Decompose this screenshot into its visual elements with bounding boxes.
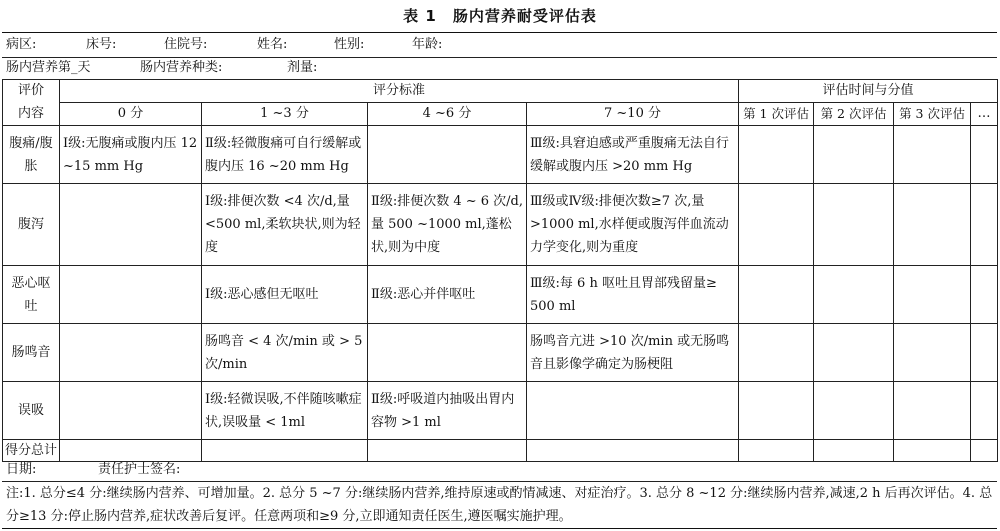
gender-label: 性别:: [334, 37, 365, 52]
item-cell: 肠鸣音: [3, 324, 60, 382]
score-1-3-header: 1 ~3 分: [202, 103, 368, 126]
admission-no-label: 住院号:: [164, 37, 208, 52]
item-cell: 腹泻: [3, 184, 60, 266]
eval-time-header: 评估时间与分值: [739, 80, 998, 103]
eval-3-cell[interactable]: [894, 184, 971, 266]
subheader-row: [3, 103, 998, 126]
eval-2-header: 第 2 次评估: [814, 103, 894, 126]
patient-info-row: [6, 35, 442, 55]
score-0-cell: [60, 184, 202, 266]
score-1-3-cell: 肠鸣音 < 4 次/min 或 > 5 次/min: [202, 324, 368, 382]
eval-3-cell[interactable]: [894, 266, 971, 324]
score-7-10-header: 7 ~10 分: [527, 103, 739, 126]
score-0-cell: [60, 382, 202, 440]
eval-1-cell[interactable]: [739, 382, 814, 440]
eval-3-cell[interactable]: [894, 126, 971, 184]
score-1-3-cell: Ⅰ级:排便次数 <4 次/d,量 <500 ml,柔软块状,则为轻度: [202, 184, 368, 266]
assessment-table: [2, 79, 998, 462]
eval-2-cell[interactable]: [814, 382, 894, 440]
score-4-6-cell: [368, 126, 527, 184]
table-row: [3, 382, 998, 440]
signature-row: [6, 459, 180, 481]
bed-label: 床号:: [86, 37, 117, 52]
ward-label: 病区:: [6, 37, 37, 52]
total-label: 得分总计: [3, 440, 60, 462]
header-row: [3, 80, 998, 103]
item-cell: 误吸: [3, 382, 60, 440]
item-cell: 恶心呕吐: [3, 266, 60, 324]
nutrition-type-label: 肠内营养种类:: [140, 60, 223, 75]
eval-2-cell[interactable]: [814, 324, 894, 382]
eval-more-cell[interactable]: [971, 266, 998, 324]
eval-2-cell[interactable]: [814, 266, 894, 324]
date-label: 日期:: [6, 462, 37, 477]
score-0-cell: [60, 324, 202, 382]
score-4-6-cell: [368, 324, 527, 382]
eval-more-cell[interactable]: [971, 184, 998, 266]
score-0-cell: Ⅰ级:无腹痛或腹内压 12 ~15 mm Hg: [60, 126, 202, 184]
eval-1-cell[interactable]: [739, 184, 814, 266]
total-eval-2-cell[interactable]: [814, 440, 894, 462]
eval-more-cell[interactable]: [971, 324, 998, 382]
item-cell: 腹痛/腹胀: [3, 126, 60, 184]
score-7-10-cell: Ⅲ级:具窘迫感或严重腹痛无法自行缓解或腹内压 >20 mm Hg: [527, 126, 739, 184]
table-row: [3, 126, 998, 184]
total-eval-1-cell[interactable]: [739, 440, 814, 462]
age-label: 年龄:: [412, 37, 443, 52]
eval-1-header: 第 1 次评估: [739, 103, 814, 126]
nurse-signature-label: 责任护士签名:: [98, 462, 181, 477]
score-1-3-cell: Ⅰ级:轻微误吸,不伴随咳嗽症状,误吸量 < 1ml: [202, 382, 368, 440]
eval-more-cell[interactable]: [971, 126, 998, 184]
table-row: [3, 184, 998, 266]
name-label: 姓名:: [257, 37, 288, 52]
score-7-10-cell: Ⅲ级或Ⅳ级:排便次数≥7 次,量 >1000 ml,水样便或腹泻伴血流动力学变化,则为重度: [527, 184, 739, 266]
score-4-6-cell: Ⅱ级:呼吸道内抽吸出胃内容物 >1 ml: [368, 382, 527, 440]
item-header-bottom: 内容: [3, 103, 60, 126]
eval-3-header: 第 3 次评估: [894, 103, 971, 126]
score-4-6-cell: Ⅱ级:排便次数 4 ~ 6 次/d,量 500 ~1000 ml,蓬松状,则为中度: [368, 184, 527, 266]
score-1-3-cell: Ⅰ级:恶心感但无呕吐: [202, 266, 368, 324]
score-0-cell: [60, 266, 202, 324]
eval-2-cell[interactable]: [814, 126, 894, 184]
score-4-6-cell: Ⅱ级:恶心并伴呕吐: [368, 266, 527, 324]
eval-1-cell[interactable]: [739, 266, 814, 324]
score-1-3-cell: Ⅱ级:轻微腹痛可自行缓解或腹内压 16 ~20 mm Hg: [202, 126, 368, 184]
eval-1-cell[interactable]: [739, 324, 814, 382]
item-header-top: 评价: [3, 80, 60, 103]
table-row: [3, 266, 998, 324]
score-7-10-cell: 肠鸣音亢进 >10 次/min 或无肠鸣音且影像学确定为肠梗阻: [527, 324, 739, 382]
eval-1-cell[interactable]: [739, 126, 814, 184]
total-eval-3-cell[interactable]: [894, 440, 971, 462]
dose-label: 剂量:: [287, 60, 318, 75]
nutrition-info-row: [6, 58, 317, 78]
scoring-note: 注:1. 总分≤4 分:继续肠内营养、可增加量。2. 总分 5 ~7 分:继续肠内营养,维持原速或酌情减速、对症治疗。3. 总分 8 ~12 分:继续肠内营养,减速,2 h 后再次评估。4. 总分≥13 分:停止肠内营养,症状改善后复评。任意两项和≥9 分,立即通知责任医生,遵医嘱实施护理。: [6, 486, 993, 524]
eval-more-cell[interactable]: [971, 382, 998, 440]
score-4-6-header: 4 ~6 分: [368, 103, 527, 126]
score-0-header: 0 分: [60, 103, 202, 126]
eval-3-cell[interactable]: [894, 382, 971, 440]
eval-more-header: …: [971, 103, 998, 126]
eval-2-cell[interactable]: [814, 184, 894, 266]
criteria-header: 评分标准: [60, 80, 739, 103]
eval-3-cell[interactable]: [894, 324, 971, 382]
score-7-10-cell: Ⅲ级:每 6 h 呕吐且胃部残留量≥ 500 ml: [527, 266, 739, 324]
table-title: 表 1 肠内营养耐受评估表: [403, 7, 597, 25]
total-eval-more-cell[interactable]: [971, 440, 998, 462]
score-7-10-cell: [527, 382, 739, 440]
table-row: [3, 324, 998, 382]
nutrition-day-label: 肠内营养第_天: [6, 60, 91, 75]
